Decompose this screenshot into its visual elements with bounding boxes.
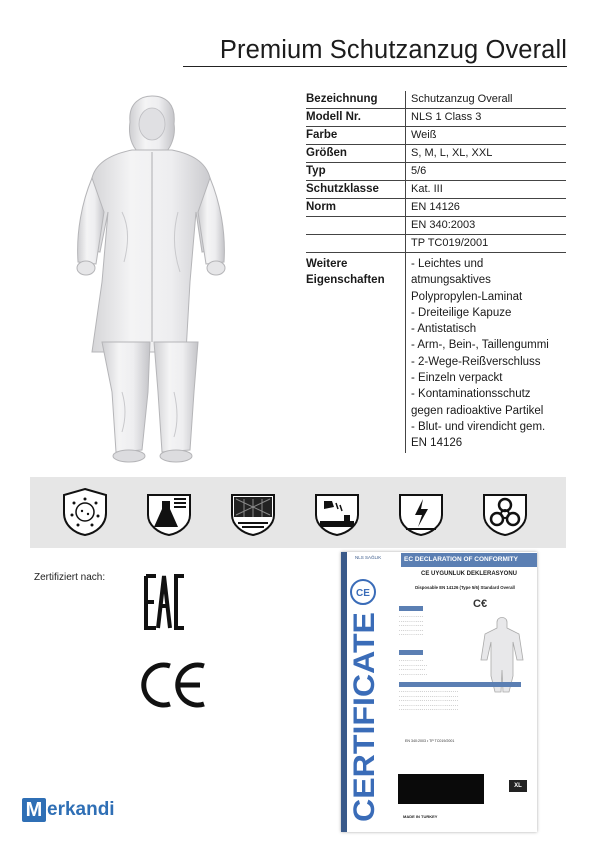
certificate-section-bar: [399, 682, 521, 687]
spec-value: EN 340:2003: [411, 219, 476, 231]
eac-mark: [144, 572, 188, 632]
spec-key: Typ: [306, 163, 406, 180]
biohazard-icon: [482, 487, 528, 537]
feature-line: - Leichtes und: [411, 258, 484, 270]
spec-row-farbe: [306, 127, 566, 145]
certificate-benefits: - - - - - - - - - - - - - - - - - - - - - - - - - - - - - - - - - - - - - - - - - - - - - - - - - - - - -: [399, 658, 428, 676]
title-underline: [183, 66, 567, 67]
feature-line: - Blut- und virendicht gem.: [411, 420, 546, 433]
feature-line: - Kontaminationsschutz: [411, 388, 531, 401]
spec-value: NLS 1 Class 3: [411, 111, 482, 123]
certificate-brand: NLS SAĞLIK: [355, 555, 382, 560]
spec-key: Norm: [306, 199, 406, 216]
spec-key: Schutzklasse: [306, 181, 406, 198]
certificate-size-label: XL: [509, 780, 527, 792]
feature-line: gegen radioaktive Partikel: [411, 404, 544, 417]
logo-text: erkandi: [47, 799, 115, 820]
spec-value: Kat. III: [411, 183, 443, 195]
certificate-section-bar: [399, 606, 423, 611]
spec-value: 5/6: [411, 165, 427, 177]
feature-line: - Antistatisch: [411, 323, 477, 336]
feature-line: - Dreiteilige Kapuze: [411, 306, 512, 319]
features-list: [406, 253, 566, 453]
coverall-image: [62, 92, 242, 467]
spec-key: [306, 235, 406, 252]
certificate-header: EC DECLARATION OF CONFORMITY: [401, 553, 537, 567]
spec-row-groessen: [306, 145, 566, 163]
certificate-ce-mark: C€: [473, 598, 488, 610]
certificate-product: Disposable EN 14126 (Type 5/6) Standard Overall: [415, 585, 515, 590]
ce-mark: [140, 660, 210, 710]
spec-row-bezeichnung: [306, 91, 566, 109]
spec-key: [306, 217, 406, 234]
feature-line: - Einzeln verpackt: [411, 372, 503, 385]
features-key-line: Eigenschaften: [306, 274, 385, 286]
feature-line: atmungsaktives: [411, 274, 491, 287]
spec-key: Modell Nr.: [306, 109, 406, 126]
spec-value: TP TC019/2001: [411, 237, 489, 249]
liquid-chemical-icon: [314, 487, 360, 537]
chemical-protection-icon: [146, 487, 192, 537]
spec-key: Farbe: [306, 127, 406, 144]
certified-label: Zertifiziert nach:: [34, 572, 106, 583]
features-key-line: Weitere: [306, 258, 348, 270]
spec-row-norm-3: [306, 235, 566, 253]
electrostatic-icon: [398, 487, 444, 537]
certificate-standards: EN 340:2003 • TP TC019/2001: [405, 739, 455, 743]
certificate-subheader: CE UYGUNLUK DEKLERASYONU: [420, 571, 517, 577]
spec-row-norm: [306, 199, 566, 217]
spec-key: Bezeichnung: [306, 91, 406, 108]
merkandi-logo: [22, 798, 115, 828]
spec-row-norm-2: [306, 217, 566, 235]
certificate-made-in: MADE IN TURKEY: [403, 814, 438, 819]
spec-row-typ: [306, 163, 566, 181]
spec-key: Größen: [306, 145, 406, 162]
feature-line: EN 14126: [411, 437, 463, 450]
dust-protection-icon: [230, 487, 276, 537]
spec-value: S, M, L, XL, XXL: [411, 147, 493, 159]
page-title: Premium Schutzanzug Overall: [219, 36, 567, 64]
certificate-side-band: [341, 552, 381, 832]
spec-row-schutzklasse: [306, 181, 566, 199]
feature-line: - Arm-, Bein-, Taillengummi: [411, 339, 549, 352]
spec-table: [306, 91, 566, 453]
certificate-side-text: CERTIFICATE: [348, 625, 381, 822]
certificate-spec-block: - - - - - - - - - - - - - - - - - - - - - - - - - - - - - - - - - - - - - - - - - - - - - - - - - - - - - - - - - - - -: [399, 614, 423, 637]
certificate-section-bar: [399, 650, 423, 655]
spec-value: Schutzanzug Overall: [411, 93, 513, 105]
spec-row-features: [306, 253, 566, 453]
particle-protection-icon: [62, 487, 108, 537]
spec-value: EN 14126: [411, 201, 460, 213]
certificate-document: [341, 552, 537, 832]
certificate-redacted-block: [398, 774, 484, 804]
spec-value: Weiß: [411, 129, 437, 141]
pictogram-bar: [30, 477, 566, 548]
feature-line: - 2-Wege-Reißverschluss: [411, 355, 541, 368]
certificate-features: - - - - - - - - - - - - - - - - - - - - - - - - - - - - - - - - - - - - - - - - - - - - - - - - - - - - - - - - - - - - - - - - - - - - - - - - - - - - - - - - - - - - - - - - - - - - - - - - - - - - - - - - - - - - - - - - - - - - - - - - - - - - - - - - - - - - - - - - - - - - - - - - -: [399, 689, 459, 712]
features-key: [306, 253, 406, 453]
svg-text:CE: CE: [356, 588, 370, 599]
logo-initial: M: [22, 798, 46, 822]
feature-line: Polypropylen-Laminat: [411, 290, 523, 303]
spec-row-modell: [306, 109, 566, 127]
